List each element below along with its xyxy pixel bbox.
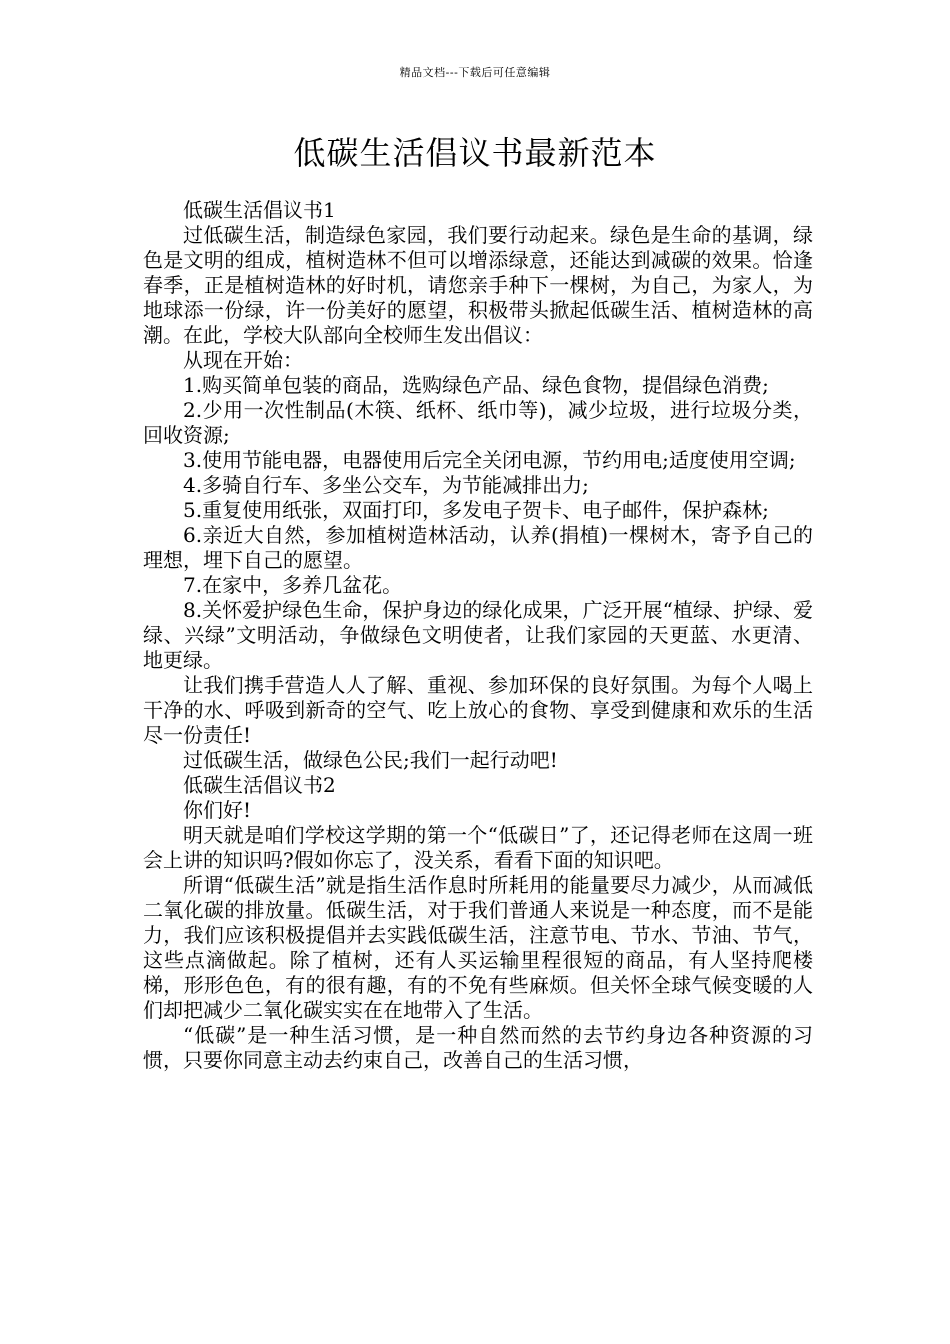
list-item-2: 2.少用一次性制品(木筷、纸杯、纸巾等)，减少垃圾，进行垃圾分类，回收资源; [143, 398, 813, 447]
document-body [143, 198, 813, 1073]
paragraph-habit: “低碳”是一种生活习惯，是一种自然而然的去节约身边各种资源的习惯，只要你同意主动去约束自己，改善自己的生活习惯， [143, 1023, 813, 1072]
list-item-5: 5.重复使用纸张，双面打印，多发电子贺卡、电子邮件，保护森林; [183, 498, 769, 522]
paragraph-definition: 所谓“低碳生活”就是指生活作息时所耗用的能量要尽力减少，从而减低二氧化碳的排放量。低碳生活，对于我们普通人来说是一种态度，而不是能力，我们应该积极提倡并去实践低碳生活，注意节电、节水、节油、节气，这些点滴做起。除了植树，还有人买运输里程很短的商品，有人坚持爬楼梯，形形色色，有的很有趣，有的不免有些麻烦。但关怀全球气候变暖的人们却把减少二氧化碳实实在在地带入了生活。 [143, 873, 813, 1022]
list-item-1: 1.购买简单包装的商品，选购绿色产品、绿色食物，提倡绿色消费; [183, 373, 769, 397]
paragraph-closing: 过低碳生活，做绿色公民;我们一起行动吧! [183, 748, 558, 772]
section-heading-2: 低碳生活倡议书2 [183, 773, 336, 797]
paragraph-call: 让我们携手营造人人了解、重视、参加环保的良好氛围。为每个人喝上干净的水、呼吸到新奇的空气、吃上放心的食物、享受到健康和欢乐的生活尽一份责任! [143, 673, 813, 747]
paragraph-reminder: 明天就是咱们学校这学期的第一个“低碳日”了，还记得老师在这周一班会上讲的知识吗?假如你忘了，没关系，看看下面的知识吧。 [143, 823, 813, 872]
section-heading-1: 低碳生活倡议书1 [183, 198, 336, 222]
list-item-7: 7.在家中，多养几盆花。 [183, 573, 403, 597]
list-item-4: 4.多骑自行车、多坐公交车，为节能减排出力; [183, 473, 589, 497]
paragraph-start: 从现在开始： [183, 348, 303, 372]
list-item-8: 8.关怀爱护绿色生命，保护身边的绿化成果，广泛开展“植绿、护绿、爱绿、兴绿”文明活动，争做绿色文明使者，让我们家园的天更蓝、水更清、地更绿。 [143, 598, 813, 672]
document-title: 低碳生活倡议书最新范本 [293, 134, 657, 172]
header-note: 精品文档---下载后可任意编辑 [399, 66, 551, 79]
list-item-6: 6.亲近大自然，参加植树造林活动，认养(捐植)一棵树木，寄予自己的理想，埋下自己的愿望。 [143, 523, 813, 572]
paragraph-intro: 过低碳生活，制造绿色家园，我们要行动起来。绿色是生命的基调，绿色是文明的组成，植树造林不但可以增添绿意，还能达到减碳的效果。恰逢春季，正是植树造林的好时机，请您亲手种下一棵树，为自己，为家人，为地球添一份绿，许一份美好的愿望，积极带头掀起低碳生活、植树造林的高潮。在此，学校大队部向全校师生发出倡议： [143, 223, 813, 347]
paragraph-greeting: 你们好! [183, 798, 252, 822]
list-item-3: 3.使用节能电器，电器使用后完全关闭电源，节约用电;适度使用空调; [183, 448, 796, 472]
